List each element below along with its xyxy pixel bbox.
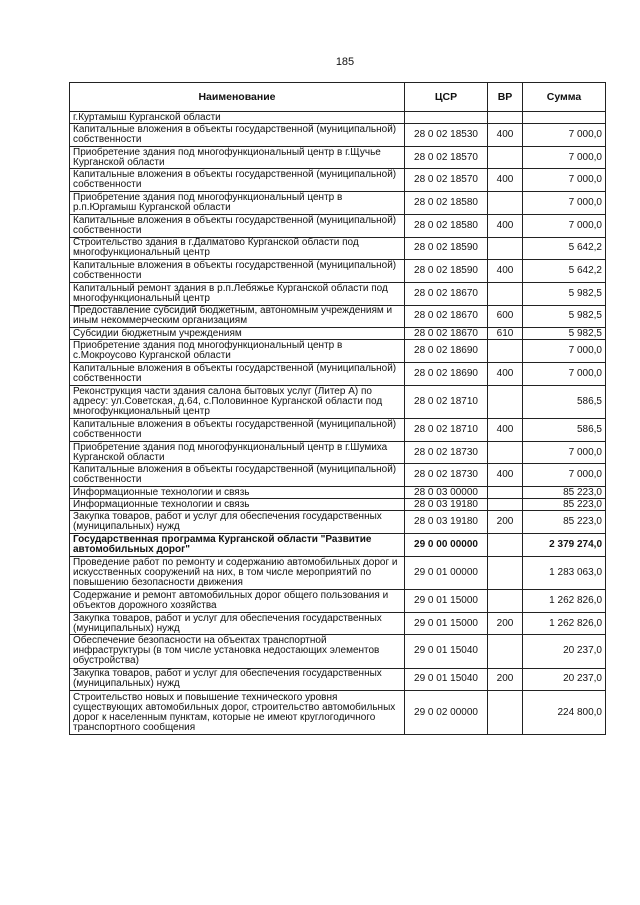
table-row xyxy=(70,169,606,192)
table-row xyxy=(70,112,606,124)
table-row xyxy=(70,441,606,464)
table-header xyxy=(70,83,606,112)
row-name-cell: Капитальные вложения в объекты государственной (муниципальной) собственности xyxy=(70,419,405,442)
row-vr-cell xyxy=(488,146,523,169)
table-row xyxy=(70,511,606,534)
row-vr-cell: 400 xyxy=(488,214,523,237)
row-csr-cell: 28 0 03 19180 xyxy=(405,511,488,534)
row-vr-cell xyxy=(488,441,523,464)
row-sum-cell: 5 982,5 xyxy=(523,328,606,340)
row-vr-cell: 400 xyxy=(488,464,523,487)
table-row xyxy=(70,305,606,328)
row-vr-cell xyxy=(488,487,523,499)
row-name-cell: Капитальные вложения в объекты государственной (муниципальной) собственности xyxy=(70,124,405,147)
row-csr-cell: 29 0 01 15040 xyxy=(405,668,488,691)
row-csr-cell: 28 0 02 18570 xyxy=(405,169,488,192)
row-sum-cell: 20 237,0 xyxy=(523,635,606,668)
row-sum-cell: 7 000,0 xyxy=(523,169,606,192)
row-csr-cell: 29 0 01 15000 xyxy=(405,612,488,635)
header-row xyxy=(70,83,606,112)
row-vr-cell: 400 xyxy=(488,363,523,386)
row-vr-cell: 400 xyxy=(488,260,523,283)
row-name-cell: Информационные технологии и связь xyxy=(70,499,405,511)
row-csr-cell: 28 0 03 00000 xyxy=(405,487,488,499)
row-vr-cell xyxy=(488,556,523,589)
row-name-cell: Капитальные вложения в объекты государственной (муниципальной) собственности xyxy=(70,363,405,386)
row-name-cell: Закупка товаров, работ и услуг для обеспечения государственных (муниципальных) нужд xyxy=(70,511,405,534)
row-csr-cell: 28 0 02 18730 xyxy=(405,464,488,487)
row-sum-cell: 2 379 274,0 xyxy=(523,533,606,556)
row-sum-cell: 5 982,5 xyxy=(523,282,606,305)
row-csr-cell: 29 0 00 00000 xyxy=(405,533,488,556)
row-csr-cell: 29 0 01 15000 xyxy=(405,589,488,612)
header-vr: ВР xyxy=(488,83,523,112)
row-vr-cell xyxy=(488,691,523,735)
row-name-cell: Проведение работ по ремонту и содержанию автомобильных дорог и искусственных сооружений на них, в том числе мероприятий по повышению безопасности движения xyxy=(70,556,405,589)
row-sum-cell: 7 000,0 xyxy=(523,124,606,147)
row-csr-cell: 28 0 03 19180 xyxy=(405,499,488,511)
row-csr-cell: 29 0 02 00000 xyxy=(405,691,488,735)
row-sum-cell: 7 000,0 xyxy=(523,441,606,464)
row-name-cell: Капитальные вложения в объекты государственной (муниципальной) собственности xyxy=(70,169,405,192)
row-sum-cell: 20 237,0 xyxy=(523,668,606,691)
row-vr-cell: 400 xyxy=(488,419,523,442)
table-row xyxy=(70,487,606,499)
table-row xyxy=(70,363,606,386)
row-csr-cell: 28 0 02 18690 xyxy=(405,363,488,386)
table-row xyxy=(70,282,606,305)
row-csr-cell: 28 0 02 18580 xyxy=(405,214,488,237)
row-vr-cell: 400 xyxy=(488,124,523,147)
row-vr-cell xyxy=(488,589,523,612)
row-name-cell: Информационные технологии и связь xyxy=(70,487,405,499)
header-sum: Сумма xyxy=(523,83,606,112)
table-row xyxy=(70,499,606,511)
row-name-cell: Государственная программа Курганской области "Развитие автомобильных дорог" xyxy=(70,533,405,556)
budget-table xyxy=(69,82,606,735)
row-vr-cell xyxy=(488,192,523,215)
row-csr-cell: 29 0 01 00000 xyxy=(405,556,488,589)
row-vr-cell xyxy=(488,385,523,418)
row-vr-cell xyxy=(488,112,523,124)
row-csr-cell: 29 0 01 15040 xyxy=(405,635,488,668)
row-vr-cell xyxy=(488,340,523,363)
row-csr-cell: 28 0 02 18710 xyxy=(405,385,488,418)
table-row xyxy=(70,612,606,635)
row-name-cell: Закупка товаров, работ и услуг для обеспечения государственных (муниципальных) нужд xyxy=(70,668,405,691)
row-sum-cell: 5 982,5 xyxy=(523,305,606,328)
row-name-cell: Обеспечение безопасности на объектах транспортной инфраструктуры (в том числе установка недостающих элементов обустройства) xyxy=(70,635,405,668)
row-sum-cell: 7 000,0 xyxy=(523,214,606,237)
row-vr-cell xyxy=(488,499,523,511)
row-name-cell: Закупка товаров, работ и услуг для обеспечения государственных (муниципальных) нужд xyxy=(70,612,405,635)
row-name-cell: Строительство новых и повышение технического уровня существующих автомобильных дорог, строительство автомобильных дорог к населенным пунктам, которые не имеют круглогодичного транспортного сообщения xyxy=(70,691,405,735)
row-vr-cell xyxy=(488,237,523,260)
row-csr-cell: 28 0 02 18690 xyxy=(405,340,488,363)
table-row xyxy=(70,192,606,215)
row-sum-cell: 5 642,2 xyxy=(523,237,606,260)
row-sum-cell: 7 000,0 xyxy=(523,363,606,386)
row-csr-cell xyxy=(405,112,488,124)
row-csr-cell: 28 0 02 18590 xyxy=(405,237,488,260)
row-name-cell: Приобретение здания под многофункциональный центр в р.п.Юргамыш Курганской области xyxy=(70,192,405,215)
table-row xyxy=(70,214,606,237)
table-row xyxy=(70,340,606,363)
row-sum-cell: 224 800,0 xyxy=(523,691,606,735)
row-csr-cell: 28 0 02 18530 xyxy=(405,124,488,147)
row-csr-cell: 28 0 02 18670 xyxy=(405,328,488,340)
row-name-cell: Капитальные вложения в объекты государственной (муниципальной) собственности xyxy=(70,260,405,283)
header-name: Наименование xyxy=(70,83,405,112)
row-vr-cell: 200 xyxy=(488,668,523,691)
row-name-cell: Содержание и ремонт автомобильных дорог общего пользования и объектов дорожного хозяйства xyxy=(70,589,405,612)
row-sum-cell: 85 223,0 xyxy=(523,511,606,534)
row-csr-cell: 28 0 02 18580 xyxy=(405,192,488,215)
table-row xyxy=(70,464,606,487)
row-name-cell: Приобретение здания под многофункциональный центр в г.Щучье Курганской области xyxy=(70,146,405,169)
row-csr-cell: 28 0 02 18670 xyxy=(405,305,488,328)
row-sum-cell: 5 642,2 xyxy=(523,260,606,283)
row-sum-cell: 85 223,0 xyxy=(523,499,606,511)
row-vr-cell: 610 xyxy=(488,328,523,340)
row-csr-cell: 28 0 02 18670 xyxy=(405,282,488,305)
row-sum-cell: 7 000,0 xyxy=(523,340,606,363)
row-vr-cell: 200 xyxy=(488,511,523,534)
table-row xyxy=(70,668,606,691)
row-sum-cell xyxy=(523,112,606,124)
row-name-cell: Капитальные вложения в объекты государственной (муниципальной) собственности xyxy=(70,464,405,487)
row-csr-cell: 28 0 02 18730 xyxy=(405,441,488,464)
row-name-cell: Субсидии бюджетным учреждениям xyxy=(70,328,405,340)
table-row xyxy=(70,691,606,735)
row-name-cell: г.Куртамыш Курганской области xyxy=(70,112,405,124)
row-csr-cell: 28 0 02 18590 xyxy=(405,260,488,283)
table-row xyxy=(70,146,606,169)
page-number: 185 xyxy=(335,56,355,68)
row-sum-cell: 1 283 063,0 xyxy=(523,556,606,589)
row-sum-cell: 7 000,0 xyxy=(523,146,606,169)
row-vr-cell xyxy=(488,635,523,668)
table-row xyxy=(70,237,606,260)
row-vr-cell: 600 xyxy=(488,305,523,328)
row-vr-cell: 400 xyxy=(488,169,523,192)
table-row xyxy=(70,419,606,442)
row-csr-cell: 28 0 02 18710 xyxy=(405,419,488,442)
table-row xyxy=(70,260,606,283)
table-row xyxy=(70,533,606,556)
row-csr-cell: 28 0 02 18570 xyxy=(405,146,488,169)
row-name-cell: Строительство здания в г.Далматово Курганской области под многофункциональный центр xyxy=(70,237,405,260)
table-row xyxy=(70,589,606,612)
table-row xyxy=(70,556,606,589)
table-row xyxy=(70,124,606,147)
row-sum-cell: 7 000,0 xyxy=(523,464,606,487)
row-name-cell: Приобретение здания под многофункциональный центр в г.Шумиха Курганской области xyxy=(70,441,405,464)
row-name-cell: Капитальные вложения в объекты государственной (муниципальной) собственности xyxy=(70,214,405,237)
row-sum-cell: 586,5 xyxy=(523,385,606,418)
table-row xyxy=(70,328,606,340)
row-name-cell: Предоставление субсидий бюджетным, автономным учреждениям и иным некоммерческим организациям xyxy=(70,305,405,328)
row-sum-cell: 586,5 xyxy=(523,419,606,442)
row-name-cell: Капитальный ремонт здания в р.п.Лебяжье Курганской области под многофункциональный центр xyxy=(70,282,405,305)
row-vr-cell xyxy=(488,282,523,305)
row-name-cell: Реконструкция части здания салона бытовых услуг (Литер А) по адресу: ул.Советская, д.64, с.Половинное Курганской области под многофункциональный центр xyxy=(70,385,405,418)
row-vr-cell xyxy=(488,533,523,556)
table-row xyxy=(70,635,606,668)
row-sum-cell: 7 000,0 xyxy=(523,192,606,215)
row-sum-cell: 85 223,0 xyxy=(523,487,606,499)
row-vr-cell: 200 xyxy=(488,612,523,635)
table-row xyxy=(70,385,606,418)
row-sum-cell: 1 262 826,0 xyxy=(523,589,606,612)
header-csr: ЦСР xyxy=(405,83,488,112)
row-name-cell: Приобретение здания под многофункциональный центр в с.Мокроусово Курганской области xyxy=(70,340,405,363)
row-sum-cell: 1 262 826,0 xyxy=(523,612,606,635)
table-body xyxy=(70,112,606,735)
